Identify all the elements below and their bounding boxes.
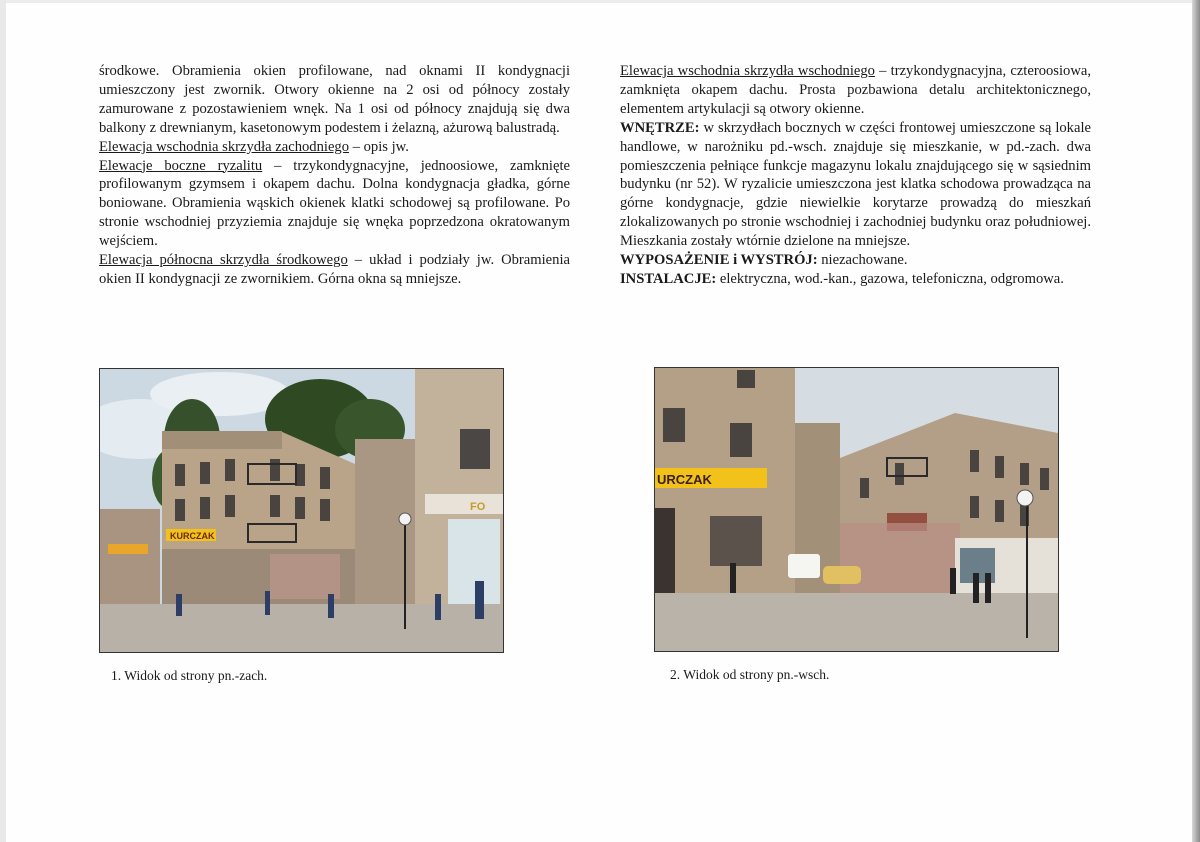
section-heading: Elewacja północna skrzydła środkowego <box>99 252 348 269</box>
paragraph-text: środkowe. Obramienia okien profilowane, nad oknami II kondygnacji umieszczony jest zwornik. Otwory okienne na 2 osi od północy zostały zamurowane z pozostawieniem wnęk. Na 1 osi od północy znajdują się dwa balkony z drewnianym, kasetonowym podestem i żelazną, ażurową balustradą. <box>99 63 570 136</box>
photo-northeast-illustration <box>655 368 1058 651</box>
photo-northwest-view <box>99 368 504 653</box>
paragraph <box>620 62 1091 119</box>
photo-store-sign: FO <box>470 501 486 513</box>
section-label: WNĘTRZE: <box>620 119 700 136</box>
paragraph-text: niezachowane. <box>817 252 908 269</box>
section-label: INSTALACJE: <box>620 270 717 287</box>
scan-edge-right <box>1192 0 1200 842</box>
photo-shop-sign: KURCZAK <box>170 531 215 541</box>
right-text-column <box>620 62 1091 289</box>
scan-edge-top <box>0 0 1200 3</box>
paragraph-text: – trzykondygnacyjne, jednoosiowe, zamknięte profilowanym gzymsem i okapem dachu. Dolna kondygnacja gładka, górne boniowane. Obramienia wąskich okienek klatki schodowej są profilowane. Po stronie wschodniej przyziemia znajduje się wnęka poprzedzona okratowanym wejściem. <box>99 157 570 250</box>
paragraph <box>620 119 1091 251</box>
section-label: WYPOSAŻENIE i WYSTRÓJ: <box>620 252 818 269</box>
paragraph <box>99 62 570 138</box>
paragraph-text: – opis jw. <box>349 138 409 155</box>
paragraph-text: – trzykondygnacyjna, czteroosiowa, zamknięta okapem dachu. Prosta pozbawiona detalu architektonicznego, elementem artykulacji są otwory okienne. <box>620 63 1091 117</box>
section-heading: Elewacje boczne ryzalitu <box>99 157 263 174</box>
photo-caption: 1. Widok od strony pn.-zach. <box>111 668 268 683</box>
section-heading: Elewacja wschodnia skrzydła zachodniego <box>99 138 350 155</box>
photo-caption: 2. Widok od strony pn.-wsch. <box>670 667 830 682</box>
paragraph <box>99 157 570 252</box>
left-text-column <box>99 62 570 289</box>
section-heading: Elewacja wschodnia skrzydła wschodniego <box>620 63 875 79</box>
paragraph <box>99 138 570 157</box>
paragraph-text: – układ i podziały jw. Obramienia okien II kondygnacji ze zwornikiem. Górna okna są mniejsze. <box>99 252 570 287</box>
paragraph <box>99 251 570 289</box>
paragraph <box>620 251 1091 270</box>
photo-northwest-illustration <box>100 369 503 652</box>
photo-shop-sign: URCZAK <box>657 472 712 487</box>
photo-northeast-view <box>654 367 1059 652</box>
scan-edge-left <box>0 0 6 842</box>
paragraph-text: w skrzydłach bocznych w części frontowej umieszczone są lokale handlowe, w narożniku pd.-wsch. znajduje się mieszkanie, w pd.-zach. dwa pomieszczenia pełniące funkcje magazynu lokalu znajdującego się w sąsiednim budynku (nr 52). W ryzalicie umieszczona jest klatka schodowa prowadząca na górne kondygnacje, gdzie niewielkie korytarze prowadzą do mieszkań zlokalizowanych po stronie wschodniej i zachodniej budynku oraz południowej. Mieszkania zostały wtórnie dzielone na mniejsze. <box>620 119 1091 250</box>
paragraph-text: elektryczna, wod.-kan., gazowa, telefoniczna, odgromowa. <box>716 270 1064 287</box>
paragraph <box>620 270 1091 289</box>
